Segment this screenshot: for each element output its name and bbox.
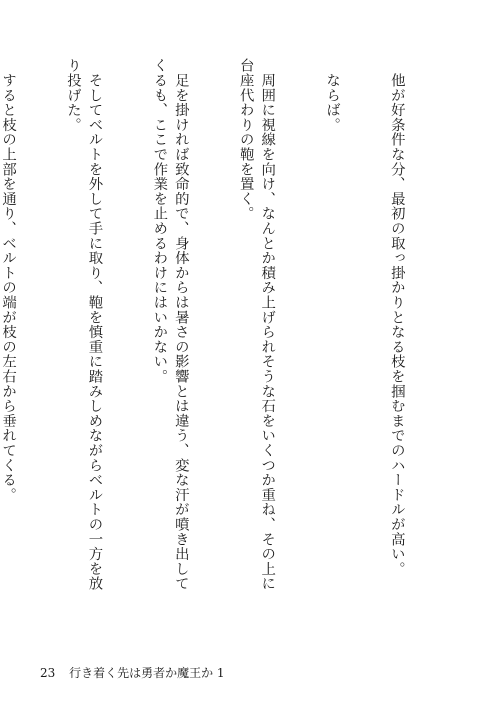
paragraph: 周囲に視線を向け、なんとか積み上げられそうな石をいくつか重ね、その上に台座代わりの鞄を置く。 (237, 58, 276, 591)
paragraph: ならば。 (324, 58, 341, 132)
paragraph: 足を掛ければ致命的で、身体からは暑さの影響とは違う、変な汗が噴き出してくるも、ここで作業を止めるわけにはいかない。 (151, 58, 189, 591)
page-footer (40, 664, 225, 681)
paragraph: そしてベルトを外して手に取り、鞄を慎重に踏みしめながらベルトの一方を放り投げた。 (64, 58, 103, 591)
paragraph: 他が好条件な分、最初の取っ掛かりとなる枝を掴むまでのハードルが高い。 (388, 58, 405, 576)
page-number: 23 (40, 666, 56, 680)
book-title: 行き着く先は勇者か魔王か 1 (69, 666, 225, 680)
paragraph: すると枝の上部を通り、ベルトの端が枝の左右から垂れてくる。 (0, 58, 17, 502)
vertical-text-body (0, 58, 450, 603)
